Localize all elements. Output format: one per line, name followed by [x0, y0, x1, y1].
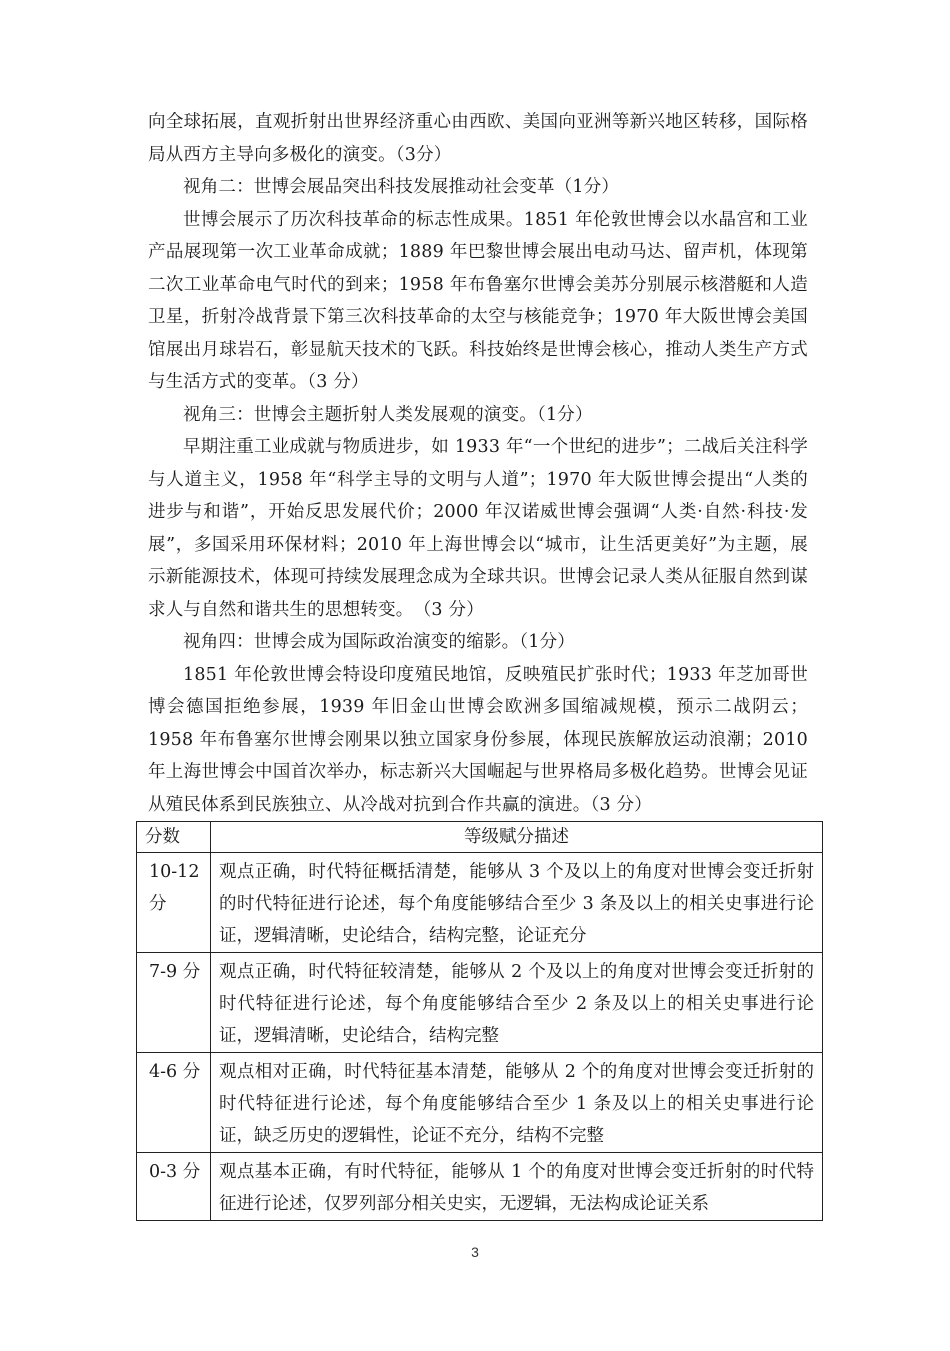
table-row	[137, 1153, 823, 1221]
header-score: 分数	[137, 822, 211, 853]
paragraph-viewpoint-two: 世博会展示了历次科技革命的标志性成果。1851 年伦敦世博会以水晶宫和工业产品展现第一次工业革命成就；1889 年巴黎世博会展出电动马达、留声机，体现第二次工业革命电气时代的到来；1958 年布鲁塞尔世博会美苏分别展示核潜艇和人造卫星，折射冷战背景下第三次科技革命的太空与核能竞争；1970 年大阪世博会美国馆展出月球岩石，彰显航天技术的飞跃。科技始终是世博会核心，推动人类生产方式与生活方式的变革。（3 分）	[148, 209, 808, 392]
answer-body	[148, 106, 808, 821]
score-cell: 10-12 分	[137, 853, 211, 953]
score-cell: 4-6 分	[137, 1053, 211, 1153]
table-row	[137, 1053, 823, 1153]
heading-viewpoint-three: 视角三：世博会主题折射人类发展观的演变。（1分）	[183, 404, 593, 425]
description-cell: 观点正确，时代特征概括清楚，能够从 3 个及以上的角度对世博会变迁折射的时代特征进行论述，每个角度能够结合至少 3 条及以上的相关史事进行论证，逻辑清晰，史论结合，结构完整，论证充分	[211, 853, 823, 953]
score-cell: 7-9 分	[137, 953, 211, 1053]
heading-viewpoint-two: 视角二：世博会展品突出科技发展推动社会变革（1分）	[183, 177, 620, 197]
table-row	[137, 953, 823, 1053]
paragraph-viewpoint-three: 早期注重工业成就与物质进步，如 1933 年“一个世纪的进步”；二战后关注科学与人道主义，1958 年“科学主导的文明与人道”；1970 年大阪世博会提出“人类的进步与和谐”，开始反思发展代价；2000 年汉诺威世博会强调“人类·自然·科技·发展”，多国采用环保材料；2010 年上海世博会以“城市，让生活更美好”为主题，展示新能源技术，体现可持续发展理念成为全球共识。世博会记录人类从征服自然到谋求人与自然和谐共生的思想转变。 （3 分）	[148, 437, 808, 620]
score-cell: 0-3 分	[137, 1153, 211, 1221]
table-row	[137, 853, 823, 953]
scoring-rubric-table	[136, 821, 823, 1221]
header-description: 等级赋分描述	[211, 822, 823, 853]
description-cell: 观点基本正确，有时代特征，能够从 1 个的角度对世博会变迁折射的时代特征进行论述，仅罗列部分相关史实，无逻辑，无法构成论证关系	[211, 1153, 823, 1221]
table-header-row	[137, 822, 823, 853]
description-cell: 观点正确，时代特征较清楚，能够从 2 个及以上的角度对世博会变迁折射的时代特征进行论述，每个角度能够结合至少 2 条及以上的相关史事进行论证，逻辑清晰，史论结合，结构完整	[211, 953, 823, 1053]
description-cell: 观点相对正确，时代特征基本清楚，能够从 2 个的角度对世博会变迁折射的时代特征进行论述，每个角度能够结合至少 1 条及以上的相关史事进行论证，缺乏历史的逻辑性，论证不充分，结构不完整	[211, 1053, 823, 1153]
paragraph-viewpoint-one-conclusion: 向全球拓展，直观折射出世界经济重心由西欧、美国向亚洲等新兴地区转移，国际格局从西方主导向多极化的演变。（3分）	[148, 112, 808, 165]
paragraph-viewpoint-four: 1851 年伦敦世博会特设印度殖民地馆，反映殖民扩张时代；1933 年芝加哥世博会德国拒绝参展，1939 年旧金山世博会欧洲多国缩减规模，预示二战阴云；1958 年布鲁塞尔世博会刚果以独立国家身份参展，体现民族解放运动浪潮；2010 年上海世博会中国首次举办，标志新兴大国崛起与世界格局多极化趋势。世博会见证从殖民体系到民族独立、从冷战对抗到合作共赢的演进。（3 分）	[148, 664, 808, 815]
heading-viewpoint-four: 视角四：世博会成为国际政治演变的缩影。（1分）	[183, 632, 575, 652]
page-number: 3	[471, 1244, 479, 1260]
